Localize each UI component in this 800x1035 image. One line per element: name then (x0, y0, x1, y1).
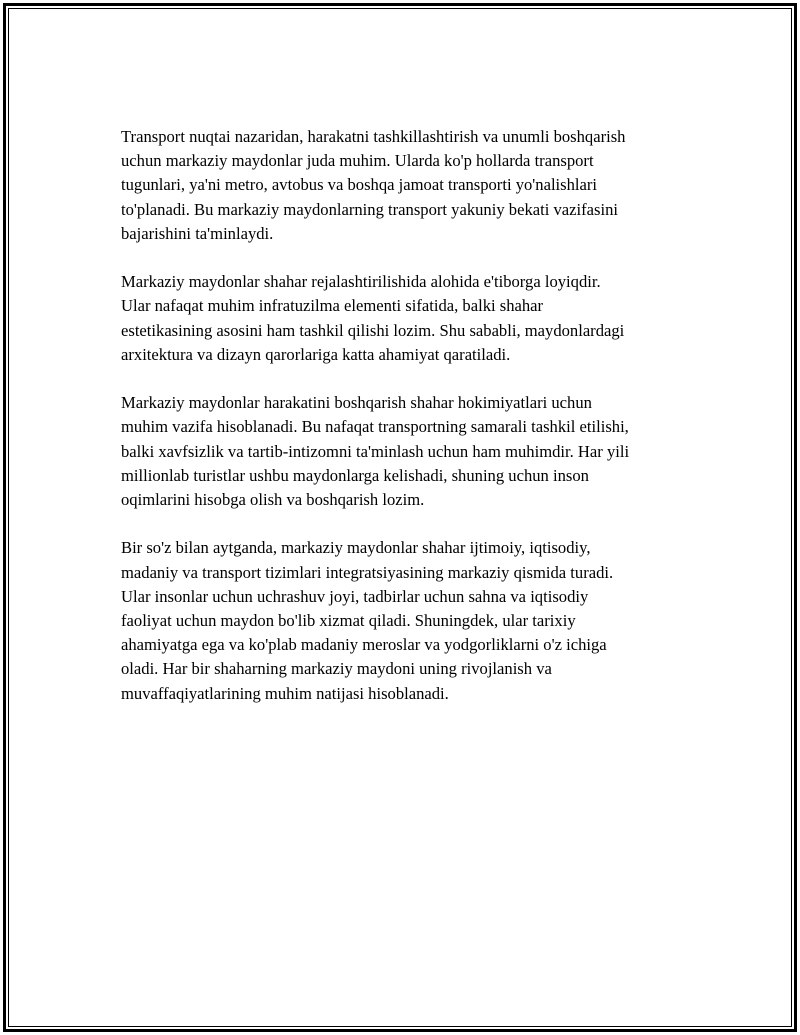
text-line: Markaziy maydonlar shahar rejalashtirilishida alohida e'tiborga loyiqdir. (121, 272, 601, 292)
text-line: Transport nuqtai nazaridan, harakatni tashkillashtirish va unumli boshqarish (121, 127, 626, 146)
paragraph-management (121, 391, 711, 512)
text-line: Ular insonlar uchun uchrashuv joyi, tadbirlar uchun sahna va iqtisodiy (121, 586, 589, 606)
document-body (121, 125, 711, 730)
page-frame (3, 3, 797, 1032)
text-line: to'planadi. Bu markaziy maydonlarning transport yakuniy bekati vazifasini (121, 199, 618, 219)
text-line: Bir so'z bilan aytganda, markaziy maydonlar shahar ijtimoiy, iqtisodiy, (121, 538, 591, 558)
paragraph-conclusion (121, 536, 711, 705)
text-line: ahamiyatga ega va ko'plab madaniy meroslar va yodgorliklarni o'z ichiga (121, 635, 607, 655)
text-line: Ular nafaqat muhim infratuzilma elementi sifatida, balki shahar (121, 296, 544, 316)
text-line: faoliyat uchun maydon bo'lib xizmat qiladi. Shuningdek, ular tarixiy (121, 611, 576, 631)
text-line: estetikasining asosini ham tashkil qilishi lozim. Shu sababli, maydonlardagi (121, 320, 625, 340)
text-line: oladi. Har bir shaharning markaziy maydoni uning rivojlanish va (121, 659, 552, 679)
text-line: madaniy va transport tizimlari integratsiyasining markaziy qismida turadi. (121, 562, 614, 582)
text-line: tugunlari, ya'ni metro, avtobus va boshqa jamoat transporti yo'nalishlari (121, 175, 598, 195)
text-line: muvaffaqiyatlarining muhim natijasi hisoblanadi. (121, 683, 449, 703)
text-line: oqimlarini hisobga olish va boshqarish lozim. (121, 490, 425, 510)
text-line: millionlab turistlar ushbu maydonlarga kelishadi, shuning uchun inson (121, 465, 589, 485)
text-line: balki xavfsizlik va tartib-intizomni ta'minlash uchun ham muhimdir. Har yili (121, 441, 630, 461)
paragraph-transport (121, 125, 711, 246)
paragraph-planning (121, 270, 711, 367)
text-line: Markaziy maydonlar harakatini boshqarish shahar hokimiyatlari uchun (121, 393, 592, 413)
text-line: muhim vazifa hisoblanadi. Bu nafaqat transportning samarali tashkil etilishi, (121, 417, 629, 437)
text-line: bajarishini ta'minlaydi. (121, 223, 274, 243)
text-line: uchun markaziy maydonlar juda muhim. Ularda ko'p hollarda transport (121, 151, 594, 171)
text-line: arxitektura va dizayn qarorlariga katta ahamiyat qaratiladi. (121, 344, 511, 364)
